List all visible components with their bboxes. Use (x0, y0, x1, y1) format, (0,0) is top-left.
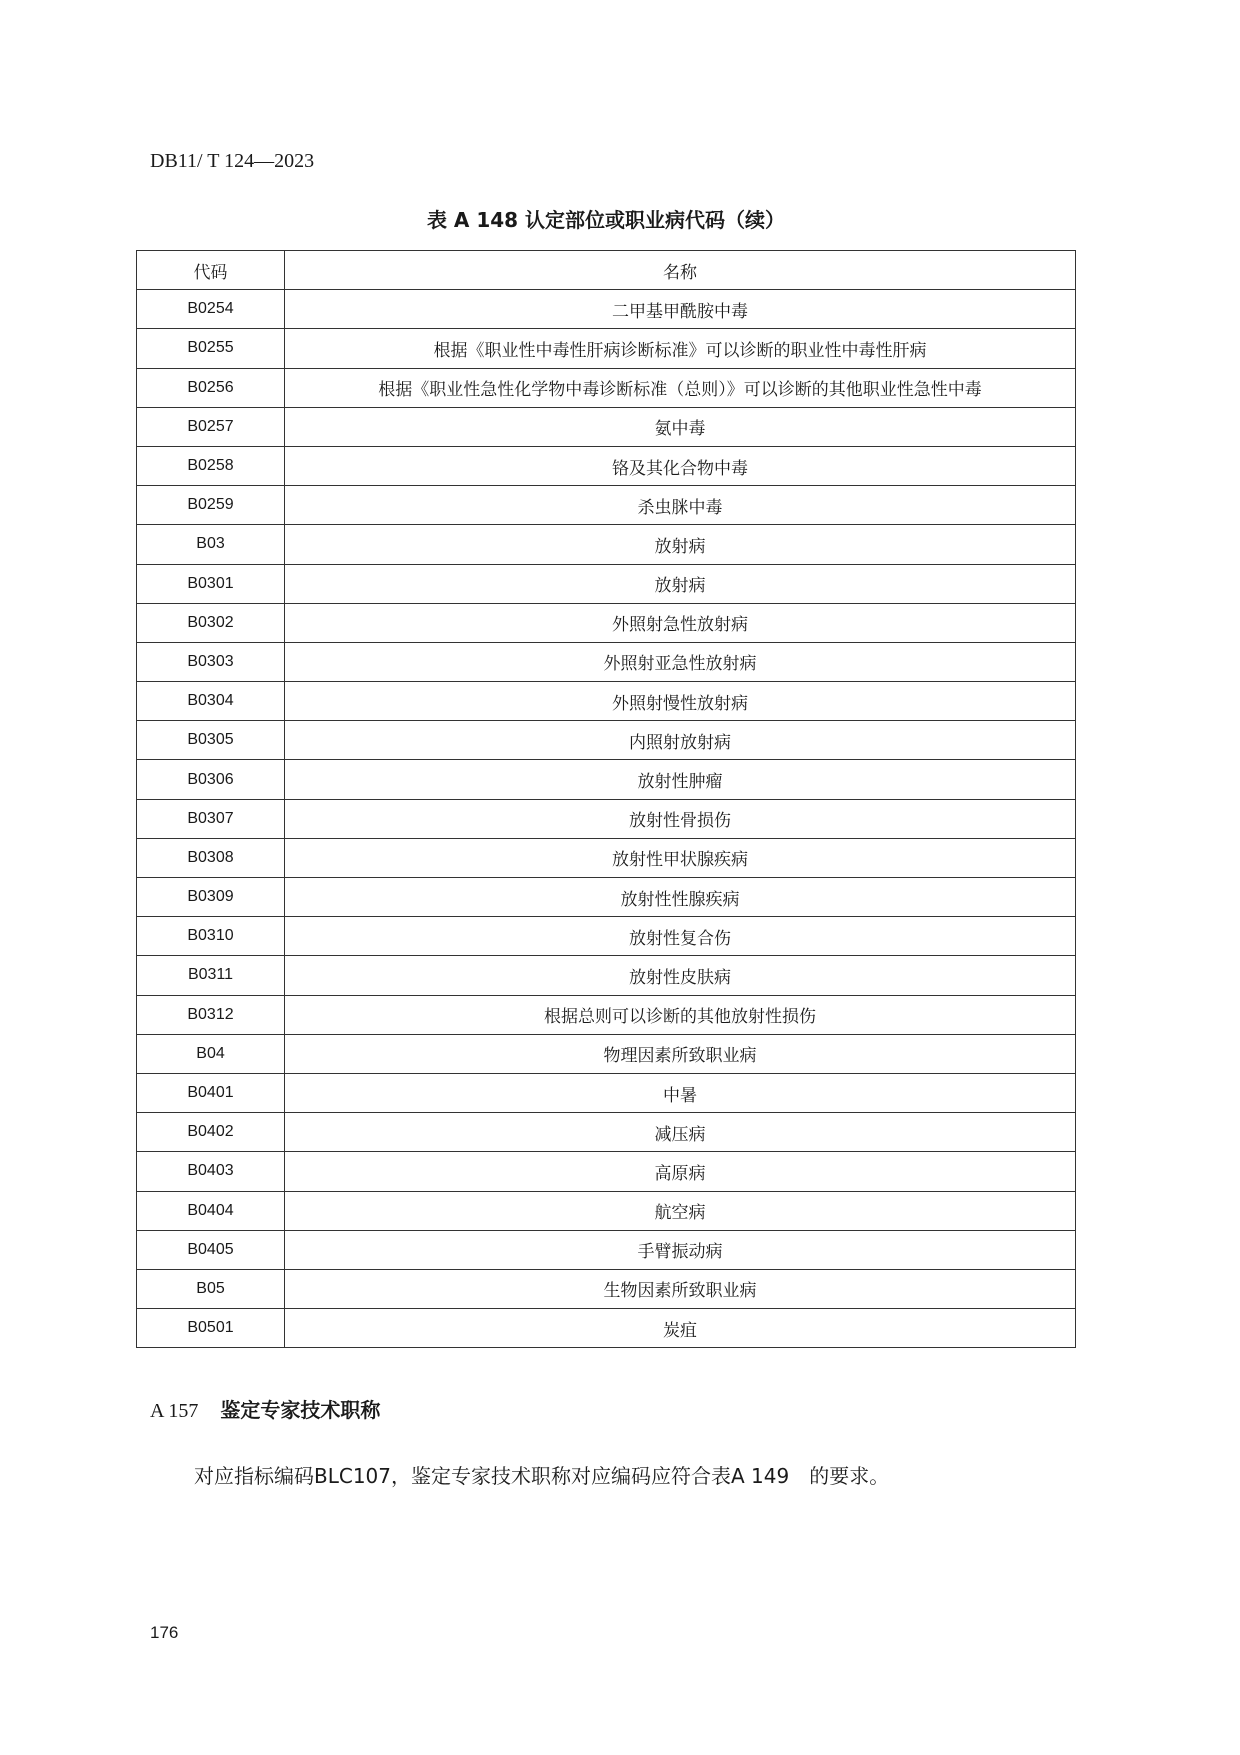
code-cell: B0305 (137, 721, 285, 760)
code-cell: B0304 (137, 682, 285, 721)
table-row (137, 1113, 1076, 1152)
name-cell: 杀虫脒中毒 (285, 486, 1076, 525)
table-row (137, 682, 1076, 721)
section-body-text: 对应指标编码BLC107，鉴定专家技术职称对应编码应符合表A 149 的要求。 (194, 1464, 890, 1488)
code-cell: B0259 (137, 486, 285, 525)
name-cell: 减压病 (285, 1113, 1076, 1152)
name-cell: 外照射亚急性放射病 (285, 642, 1076, 681)
table-row (137, 956, 1076, 995)
code-cell: B0257 (137, 407, 285, 446)
section-number: A 157 (150, 1400, 199, 1422)
name-cell: 放射性性腺疾病 (285, 878, 1076, 917)
table-row (137, 446, 1076, 485)
table-row (137, 1230, 1076, 1269)
table-row (137, 1309, 1076, 1348)
table-header-row (137, 251, 1076, 290)
code-cell: B05 (137, 1269, 285, 1308)
name-cell: 放射性骨损伤 (285, 799, 1076, 838)
code-cell: B0312 (137, 995, 285, 1034)
table-row (137, 407, 1076, 446)
table-row (137, 878, 1076, 917)
table-row (137, 486, 1076, 525)
code-cell: B0301 (137, 564, 285, 603)
table-body (137, 290, 1076, 1348)
name-cell: 放射性肿瘤 (285, 760, 1076, 799)
name-cell: 外照射急性放射病 (285, 603, 1076, 642)
code-cell: B0405 (137, 1230, 285, 1269)
code-cell: B0255 (137, 329, 285, 368)
name-cell: 根据总则可以诊断的其他放射性损伤 (285, 995, 1076, 1034)
code-table (136, 250, 1076, 1348)
table-row (137, 368, 1076, 407)
code-cell: B0303 (137, 642, 285, 681)
table-row (137, 1269, 1076, 1308)
code-cell: B0307 (137, 799, 285, 838)
name-cell: 物理因素所致职业病 (285, 1034, 1076, 1073)
code-cell: B0258 (137, 446, 285, 485)
table-row (137, 1073, 1076, 1112)
code-cell: B0403 (137, 1152, 285, 1191)
name-cell: 生物因素所致职业病 (285, 1269, 1076, 1308)
name-cell: 根据《职业性中毒性肝病诊断标准》可以诊断的职业性中毒性肝病 (285, 329, 1076, 368)
name-cell: 放射病 (285, 564, 1076, 603)
table-row (137, 290, 1076, 329)
name-cell: 放射性皮肤病 (285, 956, 1076, 995)
name-cell: 放射性复合伤 (285, 917, 1076, 956)
document-id: DB11/ T 124—2023 (150, 150, 315, 172)
code-cell: B0308 (137, 838, 285, 877)
table-row (137, 721, 1076, 760)
name-cell: 放射性甲状腺疾病 (285, 838, 1076, 877)
name-cell: 铬及其化合物中毒 (285, 446, 1076, 485)
code-cell: B0404 (137, 1191, 285, 1230)
column-header-name: 名称 (285, 251, 1076, 290)
name-cell: 放射病 (285, 525, 1076, 564)
column-header-code: 代码 (137, 251, 285, 290)
code-cell: B0401 (137, 1073, 285, 1112)
code-cell: B0501 (137, 1309, 285, 1348)
code-cell: B0310 (137, 917, 285, 956)
code-cell: B03 (137, 525, 285, 564)
table-row (137, 525, 1076, 564)
name-cell: 手臂振动病 (285, 1230, 1076, 1269)
section-title: 鉴定专家技术职称 (220, 1398, 381, 1422)
name-cell: 根据《职业性急性化学物中毒诊断标准（总则）》可以诊断的其他职业性急性中毒 (285, 368, 1076, 407)
name-cell: 炭疽 (285, 1309, 1076, 1348)
table-row (137, 838, 1076, 877)
table-row (137, 995, 1076, 1034)
section-heading (150, 1394, 380, 1423)
table-row (137, 1191, 1076, 1230)
name-cell: 氨中毒 (285, 407, 1076, 446)
name-cell: 二甲基甲酰胺中毒 (285, 290, 1076, 329)
table-row (137, 642, 1076, 681)
name-cell: 高原病 (285, 1152, 1076, 1191)
table-row (137, 799, 1076, 838)
code-cell: B0311 (137, 956, 285, 995)
page-number: 176 (150, 1623, 179, 1642)
code-cell: B0402 (137, 1113, 285, 1152)
table-row (137, 1152, 1076, 1191)
code-cell: B0254 (137, 290, 285, 329)
table-row (137, 917, 1076, 956)
code-cell: B04 (137, 1034, 285, 1073)
table-caption: 表 A 148 认定部位或职业病代码（续） (426, 208, 786, 232)
code-cell: B0306 (137, 760, 285, 799)
name-cell: 内照射放射病 (285, 721, 1076, 760)
table-row (137, 603, 1076, 642)
table-row (137, 329, 1076, 368)
code-cell: B0302 (137, 603, 285, 642)
code-cell: B0309 (137, 878, 285, 917)
table-row (137, 760, 1076, 799)
name-cell: 中暑 (285, 1073, 1076, 1112)
table-row (137, 1034, 1076, 1073)
code-cell: B0256 (137, 368, 285, 407)
name-cell: 航空病 (285, 1191, 1076, 1230)
name-cell: 外照射慢性放射病 (285, 682, 1076, 721)
table-row (137, 564, 1076, 603)
